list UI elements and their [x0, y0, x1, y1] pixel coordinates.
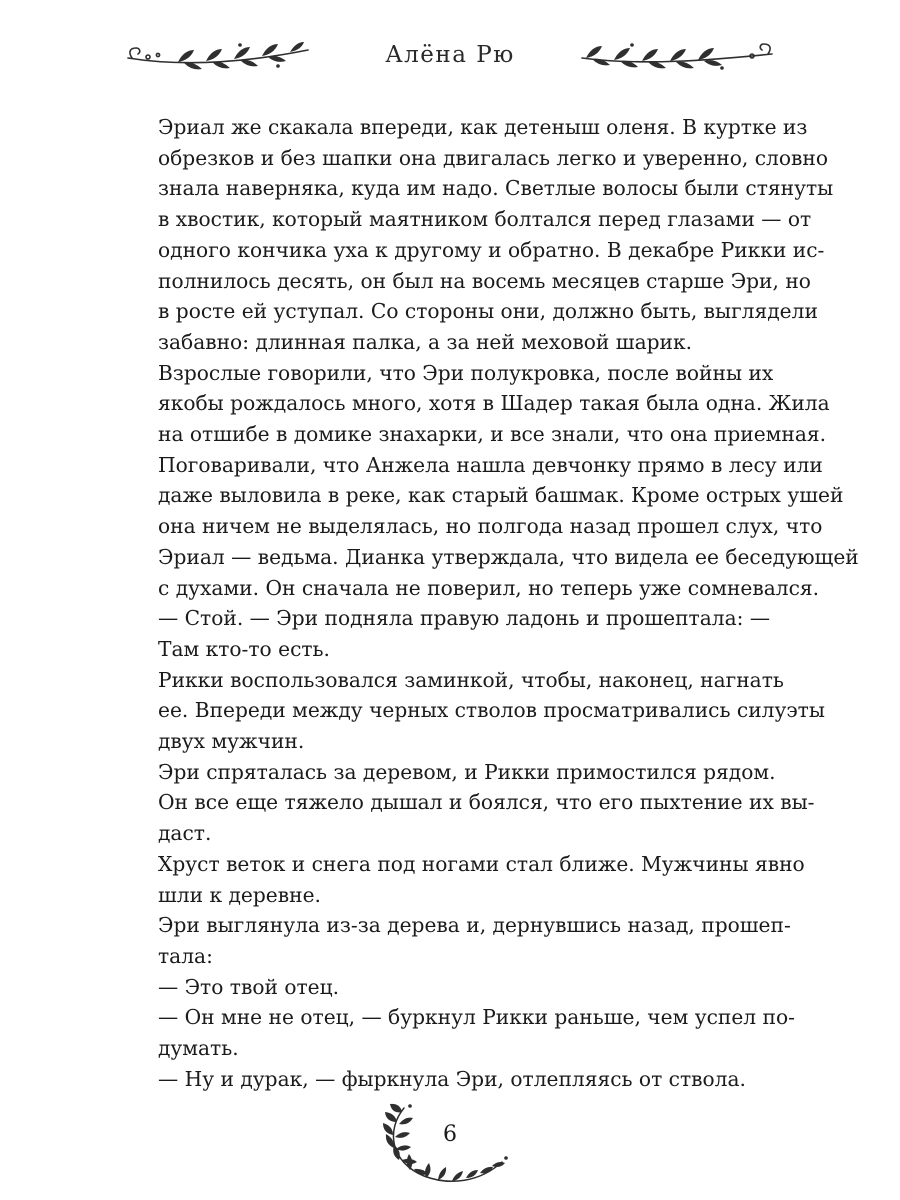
text-line: Эриал же скакала впереди, как детеныш оленя. В куртке из [158, 115, 808, 139]
paragraph [125, 1064, 765, 1095]
text-line: Там кто-то есть. [158, 636, 330, 661]
text-line: одного кончика уха к другому и обратно. В декабре Рикки ис- [158, 237, 825, 262]
text-line: Эриал — ведьма. Дианка утверждала, что видела ее беседующей [158, 544, 859, 569]
page-footer [0, 1100, 900, 1190]
paragraph [125, 358, 859, 604]
text-line: Он все еще тяжело дышал и боялся, что его пыхтение их вы- [158, 790, 815, 815]
text-line: якобы рождалось много, хотя в Шадер такая была одна. Жила [158, 391, 830, 416]
text-line: забавно: длинная палка, а за ней меховой шарик. [158, 329, 693, 354]
text-line: ее. Впереди между черных стволов просматривались силуэты [158, 698, 825, 723]
text-line: двух мужчин. [158, 729, 305, 754]
author-name: Алёна Рю [385, 42, 515, 68]
text-line: — Стой. — Эри подняла правую ладонь и прошептала: — [158, 606, 771, 631]
text-line: Поговаривали, что Анжела нашла девчонку прямо в лесу или [158, 452, 823, 477]
laurel-branch-icon [572, 36, 782, 80]
text-line: шли к деревне. [158, 882, 321, 907]
text-line: — Это твой отец. [158, 974, 340, 999]
paragraph [125, 603, 771, 664]
text-line: полнилось десять, он был на восемь месяцев старше Эри, но [158, 268, 811, 293]
paragraph [125, 757, 815, 849]
text-line: Рикки воспользовался заминкой, чтобы, наконец, нагнать [158, 667, 784, 692]
text-line: она ничем не выделялась, но полгода назад прошел слух, что [158, 514, 823, 539]
page-number: 6 [443, 1122, 457, 1147]
text-line: с духами. Он сначала не поверил, но теперь уже сомневался. [158, 575, 820, 600]
text-line: — Он мне не отец, — буркнул Рикки раньше, чем успел по- [158, 1005, 795, 1030]
text-line: обрезков и без шапки она двигалась легко и уверенно, словно [158, 145, 829, 170]
text-line: думать. [158, 1036, 239, 1061]
text-line: Эри спряталась за деревом, и Рикки примостился рядом. [158, 759, 776, 784]
text-line: даже выловила в реке, как старый башмак. Кроме острых ушей [158, 483, 844, 508]
text-line: — Ну и дурак, — фыркнула Эри, отлепляясь от ствола. [158, 1066, 746, 1091]
text-line: Хруст веток и снега под ногами стал ближе. Мужчины явно [158, 851, 805, 876]
text-line: на отшибе в домике знахарки, и все знали, что она приемная. [158, 422, 827, 447]
paragraph [125, 972, 765, 1003]
paragraph [125, 910, 791, 971]
paragraph [125, 1002, 795, 1063]
running-header [0, 30, 900, 90]
main-text [125, 112, 859, 1095]
text-line: Эри выглянула из-за дерева и, дернувшись назад, прошеп- [158, 913, 791, 938]
paragraph [125, 849, 805, 910]
text-line: тала: [158, 943, 213, 968]
text-line: в росте ей уступал. Со стороны они, должно быть, выглядели [158, 299, 818, 324]
paragraph [125, 665, 825, 757]
paragraph [125, 112, 834, 358]
text-line: даст. [158, 821, 212, 846]
text-line: в хвостик, который маятником болтался перед глазами — от [158, 207, 812, 232]
text-line: Взрослые говорили, что Эри полукровка, после войны их [158, 360, 774, 385]
text-line: знала наверняка, куда им надо. Светлые волосы были стянуты [158, 176, 834, 201]
